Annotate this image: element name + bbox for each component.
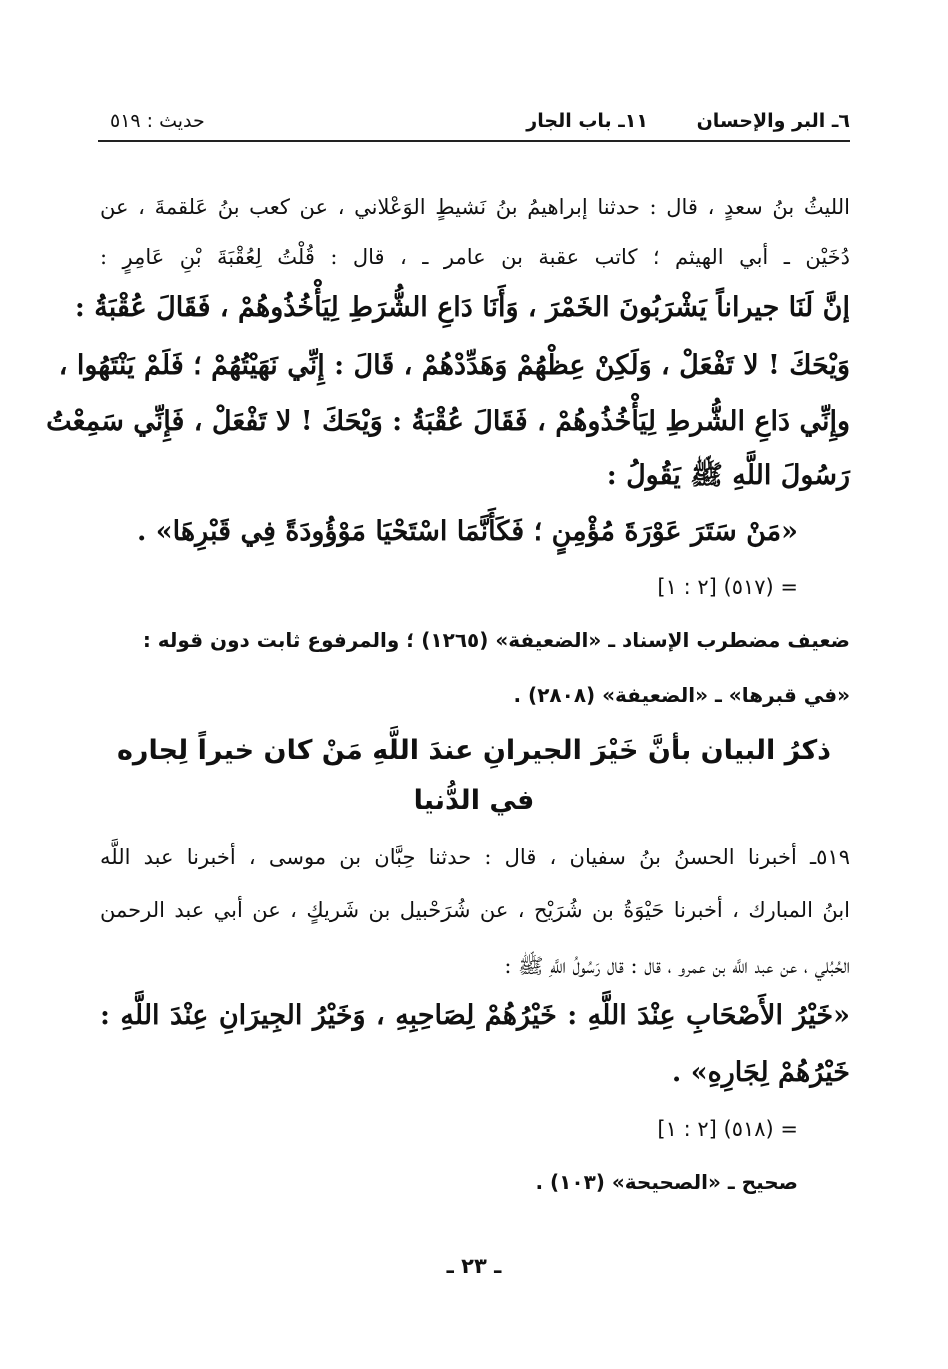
grading-note: ضعيف مضطرب الإسناد ـ «الضعيفة» (١٢٦٥) ؛ والمرفوع ثابت دون قوله : (142, 628, 850, 652)
cross-reference: = (٥١٨) [٢ : ١] (657, 1117, 798, 1141)
matn-line: رَسُولَ اللَّهِ ﷺ يَقُولُ : (606, 460, 850, 491)
header-divider (98, 140, 850, 142)
chapter-header: ٦ـ البر والإحسان (696, 110, 850, 132)
matn-line: إنَّ لَنَا جيراناً يَشْرَبُونَ الخَمْرَ ، وَأَنَا دَاعِ الشُّرَطِ لِيَأْخُذُوهُمْ ، فَقَالَ عُقْبَةُ : (74, 292, 850, 323)
matn-line: وإِنِّي دَاعِ الشُّرطِ لِيَأْخُذُوهُمْ ، فَقَالَ عُقْبَةُ : وَيْحَكَ ! لا تَفْعَلْ ، فَإِنِّي سَمِعْتُ (46, 406, 850, 437)
isnad-line: دُخَيْن ـ أبي الهيثم ؛ كاتب عقبة بن عامر ـ ، قال : قُلْتُ لِعُقْبَةَ بْنِ عَامِرٍ : (100, 245, 850, 269)
isnad-line: ٥١٩ـ أخبرنا الحسنُ بنُ سفيان ، قال : حدثنا حِبَّان بن موسى ، أخبرنا عبد اللَّه (100, 845, 850, 869)
matn-line: وَيْحَكَ ! لا تَفْعَلْ ، وَلَكِنْ عِظْهُمْ وَهَدِّدْهُمْ ، قَالَ : إِنِّي نَهَيْتُهُمْ ؛ فَلَمْ يَنْتَهُوا ، (58, 350, 850, 381)
page-number: ـ ٢٣ ـ (446, 1254, 502, 1278)
section-title: في الدُّنيا (413, 785, 535, 816)
isnad-line: ابنُ المبارك ، أخبرنا حَيْوَةُ بن شُرَيْح ، عن شُرَحْبيل بن شَريكٍ ، عن أبي عبد الرحمن (100, 898, 850, 922)
grading-note: «في قبرها» ـ «الضعيفة» (٢٨٠٨) . (513, 683, 850, 707)
prophetic-quote: «مَنْ سَتَرَ عَوْرَةَ مُؤْمِنٍ ؛ فَكَأَنَّمَا اسْتَحْيَا مَوْؤُودَةً فِي قَبْرِهَا» . (136, 516, 798, 547)
cross-reference: = (٥١٧) [٢ : ١] (657, 575, 798, 599)
isnad-line: الحُبُلي ، عن عبد اللَّه بن عمرو ، قال : قال رَسُولُ اللَّهِ ﷺ : (504, 954, 850, 978)
hadith-number-header: حديث : ٥١٩ (110, 110, 205, 132)
section-header: ١١ـ باب الجار (526, 110, 648, 132)
section-title: ذكرُ البيان بأنَّ خَيْرَ الجيرانِ عندَ اللَّهِ مَنْ كان خيراً لِجاره (116, 735, 832, 766)
matn-line: «خَيْرُ الأَصْحَابِ عِنْدَ اللَّهِ : خَيْرُهُمْ لِصَاحِبِهِ ، وَخَيْرُ الجِيرَانِ عِنْدَ اللَّهِ : (100, 1000, 850, 1031)
isnad-line: الليثُ بنُ سعدٍ ، قال : حدثنا إبراهيمُ بنُ نَشيطٍ الوَعْلاني ، عن كعب بنُ عَلقمةَ ، عن (100, 195, 850, 219)
grading-note: صحيح ـ «الصحيحة» (١٠٣) . (535, 1170, 798, 1194)
matn-line: خَيْرُهُمْ لِجَارِهِ» . (671, 1057, 850, 1088)
